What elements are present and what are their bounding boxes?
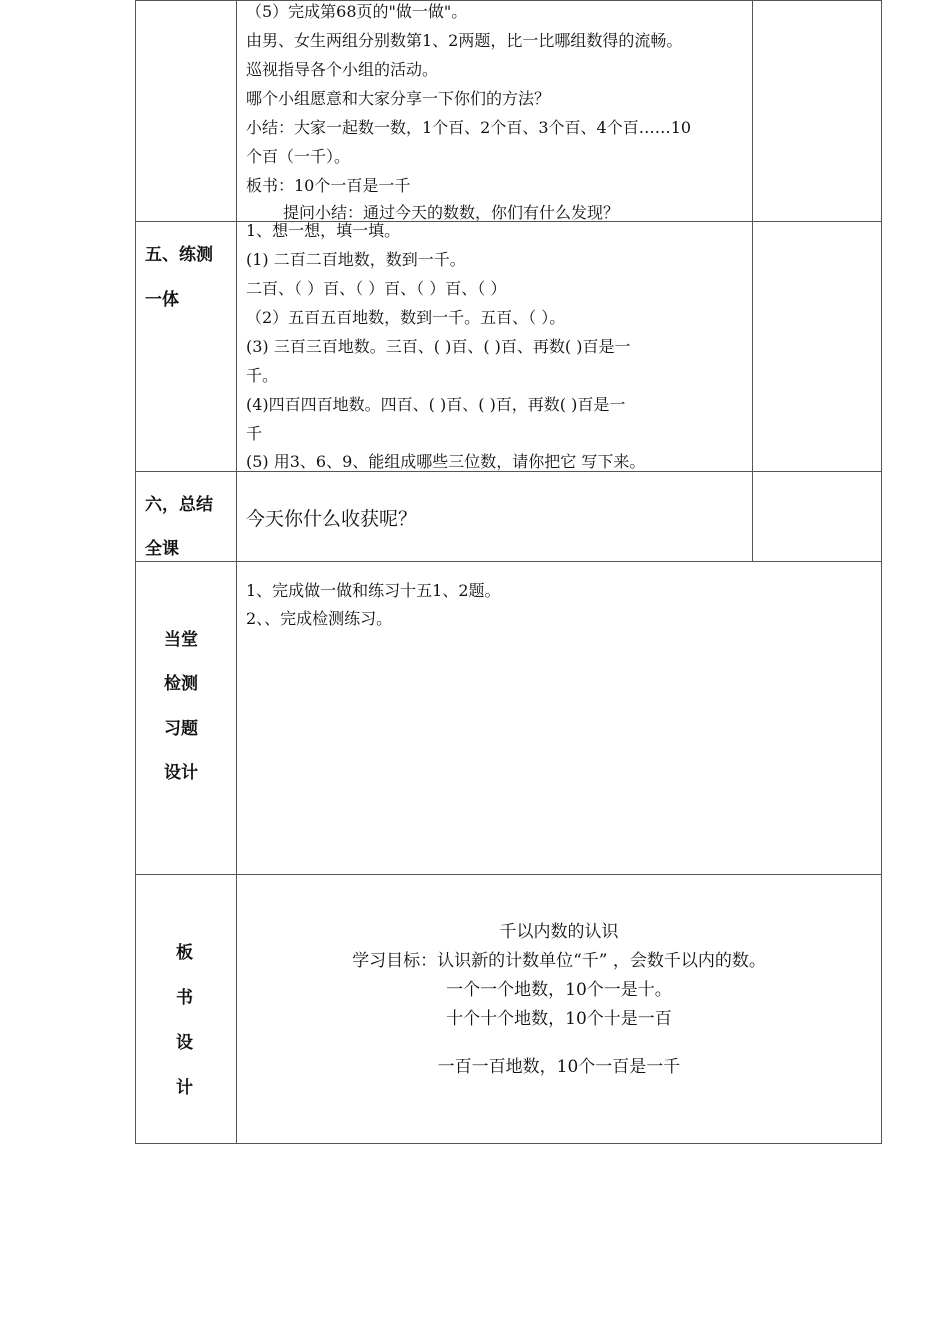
- exercise-label-line: 检测: [164, 674, 198, 694]
- table-border-right: [881, 0, 882, 1144]
- row-divider: [135, 561, 882, 562]
- text-line: 二百、（ ）百、（ ）百、（ ）百、（ ）: [246, 279, 507, 298]
- text-line: 由男、女生两组分别数第1、2两题，比一比哪组数得的流畅。: [246, 31, 683, 50]
- text-line: 1、完成做一做和练习十五1、2题。: [246, 581, 501, 600]
- text-line: 小结：大家一起数一数，1个百、2个百、3个百、4个百……10: [246, 118, 692, 137]
- text-line: 1、想一想，填一填。: [246, 221, 401, 240]
- summary-text: 今天你什么收获呢？: [246, 508, 418, 530]
- text-line: 千: [246, 424, 263, 443]
- text-line: (1) 二百二百地数，数到一千。: [246, 250, 466, 269]
- row-divider: [135, 874, 882, 875]
- text-line: 巡视指导各个小组的活动。: [246, 60, 439, 79]
- board-line: 一百一百地数，10个一百是一千: [437, 1057, 681, 1077]
- text-line: 提问小结：通过今天的数数，你们有什么发现？: [283, 203, 620, 222]
- text-line: 千。: [246, 366, 279, 385]
- text-line: 板书：10个一百是一千: [246, 176, 411, 195]
- exercise-label-line: 设计: [164, 763, 198, 783]
- text-line: (5) 用3、6、9、能组成哪些三位数，请你把它 写下来。: [246, 452, 646, 471]
- table-border-left: [135, 0, 136, 1144]
- practice-label-line1: 五、练测: [145, 245, 213, 265]
- text-line: （5）完成第68页的"做一做"。: [246, 2, 468, 21]
- board-line: 学习目标：认识新的计数单位“千” ，会数千以内的数。: [352, 951, 766, 971]
- column-divider-notes: [752, 0, 753, 561]
- board-label-line: 书: [176, 988, 193, 1008]
- text-line: 哪个小组愿意和大家分享一下你们的方法？: [246, 89, 551, 108]
- board-title: 千以内数的认识: [499, 922, 619, 942]
- board-label-line: 板: [176, 943, 193, 963]
- board-label-line: 计: [176, 1078, 193, 1098]
- text-line: （2）五百五百地数，数到一千。五百、（ ）。: [246, 308, 566, 327]
- text-line: (3) 三百三百地数。三百、( )百、( )百、再数( )百是一: [246, 337, 631, 356]
- summary-label-line2: 全课: [145, 539, 179, 559]
- column-divider: [236, 0, 237, 1144]
- board-label-line: 设: [176, 1033, 193, 1053]
- exercise-label-line: 当堂: [164, 630, 198, 650]
- exercise-label-line: 习题: [164, 719, 198, 739]
- board-line: 一个一个地数，10个一是十。: [446, 980, 672, 1000]
- practice-label-line2: 一体: [145, 290, 179, 310]
- table-border-bottom: [135, 1143, 882, 1144]
- text-line: 2、、完成检测练习。: [246, 609, 393, 628]
- summary-label-line1: 六，总结: [145, 495, 213, 515]
- text-line: (4)四百四百地数。四百、( )百、( )百，再数( )百是一: [246, 395, 626, 414]
- board-line: 十个十个地数，10个十是一百: [446, 1009, 672, 1029]
- text-line: 个百（一千）。: [246, 147, 351, 166]
